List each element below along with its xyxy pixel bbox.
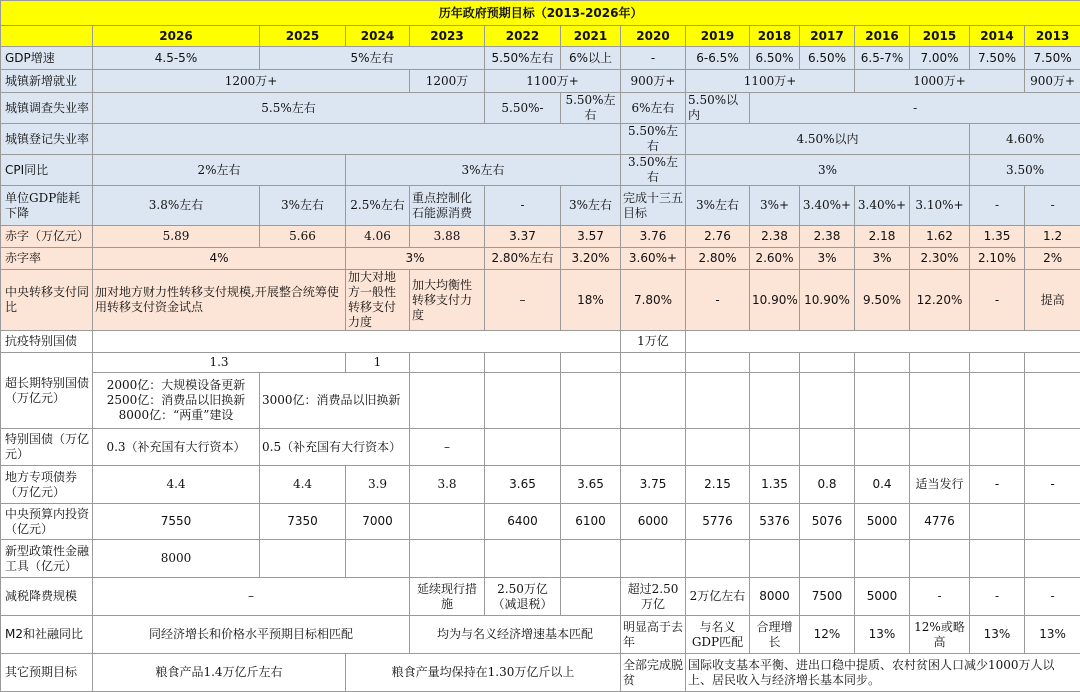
cell: 18% [561, 270, 621, 331]
cell: 3.40%+ [800, 186, 855, 226]
cell [910, 353, 970, 373]
cell: 5%左右 [260, 47, 485, 70]
cell: - [1025, 186, 1080, 226]
cell [686, 540, 750, 578]
cell [970, 504, 1025, 540]
cell: 7550 [93, 504, 260, 540]
cell: 1000万+ [855, 70, 1025, 93]
row-deficit-rate [1, 248, 1080, 270]
cell: 合理增长 [750, 616, 800, 654]
cell: 重点控制化石能源消费 [410, 186, 485, 226]
row-transfer [1, 270, 1080, 331]
cell: 3.8 [410, 466, 485, 504]
cell: 同经济增长和价格水平预期目标相匹配 [93, 616, 410, 654]
cell [800, 429, 855, 466]
cell: 1100万+ [485, 70, 621, 93]
row-label: 单位GDP能耗下降 [1, 186, 93, 226]
cell: 3%左右 [260, 186, 346, 226]
cell: 1200万 [410, 70, 485, 93]
cell [93, 124, 621, 155]
cell: 3.60%+ [621, 248, 686, 270]
year-header: 2013 [1025, 26, 1080, 47]
cell [410, 540, 485, 578]
cell [970, 540, 1025, 578]
row-covid-bond [1, 331, 1080, 353]
row-deficit [1, 226, 1080, 248]
cell: 7.80% [621, 270, 686, 331]
cell: 2.38 [750, 226, 800, 248]
row-label: 新型政策性金融工具（亿元） [1, 540, 93, 578]
cell: 12.20% [910, 270, 970, 331]
cell: 2.18 [855, 226, 910, 248]
year-header: 2015 [910, 26, 970, 47]
cell [686, 353, 750, 373]
cell: 2.38 [800, 226, 855, 248]
cell: - [686, 270, 750, 331]
cell: - [970, 186, 1025, 226]
cell: 2.76 [686, 226, 750, 248]
cell [750, 373, 800, 429]
cell: - [750, 93, 1080, 124]
cell: - [970, 270, 1025, 331]
cell [485, 353, 561, 373]
cell: 7.50% [1025, 47, 1080, 70]
row-energy [1, 186, 1080, 226]
row-label: 赤字（万亿元） [1, 226, 93, 248]
cell [621, 429, 686, 466]
cell [621, 373, 686, 429]
cell [346, 540, 410, 578]
cell: 13% [970, 616, 1025, 654]
cell: 超过2.50万亿 [621, 578, 686, 616]
cell: 6400 [485, 504, 561, 540]
cell: 延续现行措施 [410, 578, 485, 616]
cell: - [1025, 466, 1080, 504]
cell: 3.75 [621, 466, 686, 504]
cell: 3% [686, 155, 970, 186]
cell: 900万+ [621, 70, 686, 93]
row-employment [1, 70, 1080, 93]
cell: 12%或略高 [910, 616, 970, 654]
row-ultra-long-total [1, 353, 1080, 373]
cell: - [910, 578, 970, 616]
cell: 3.65 [485, 466, 561, 504]
row-central-investment [1, 504, 1080, 540]
cell: 8000 [93, 540, 260, 578]
cell [970, 353, 1025, 373]
cell: 3% [346, 248, 485, 270]
row-survey-unemployment [1, 93, 1080, 124]
cell [410, 353, 485, 373]
cell [93, 331, 621, 353]
cell: 2% [1025, 248, 1080, 270]
cell: 5.5%左右 [93, 93, 485, 124]
cell: 5376 [750, 504, 800, 540]
row-gdp [1, 47, 1080, 70]
cell: 0.4 [855, 466, 910, 504]
cell: – [93, 578, 410, 616]
cell: 1100万+ [686, 70, 855, 93]
cell [970, 429, 1025, 466]
row-label: CPI同比 [1, 155, 93, 186]
row-other-targets [1, 654, 1080, 692]
cell: 提高 [1025, 270, 1080, 331]
cell: 国际收支基本平衡、进出口稳中提质、农村贫困人口减少1000万人以上、居民收入与经济增长基本同步。 [686, 654, 1080, 692]
cell: 1.2 [1025, 226, 1080, 248]
cell: 6-6.5% [686, 47, 750, 70]
table-title: 历年政府预期目标（2013-2026年） [1, 1, 1080, 26]
cell: 2.30% [910, 248, 970, 270]
cell [485, 540, 561, 578]
cell: 2.50万亿（减退税） [485, 578, 561, 616]
cell [1025, 504, 1080, 540]
cell: 0.3（补充国有大行资本） [93, 429, 260, 466]
cell: 4776 [910, 504, 970, 540]
year-header: 2023 [410, 26, 485, 47]
cell: 12% [800, 616, 855, 654]
cell: 1.35 [970, 226, 1025, 248]
cell: 5000 [855, 578, 910, 616]
cell: 0.5（补充国有大行资本） [260, 429, 410, 466]
row-label: 超长期特别国债（万亿元） [1, 353, 93, 429]
year-header: 2016 [855, 26, 910, 47]
cell: 6000 [621, 504, 686, 540]
cell: 2%左右 [93, 155, 346, 186]
year-header: 2020 [621, 26, 686, 47]
year-header: 2019 [686, 26, 750, 47]
cell: 5.50%以内 [686, 93, 750, 124]
cell: 3.9 [346, 466, 410, 504]
cell: 0.8 [800, 466, 855, 504]
cell: 6%左右 [621, 93, 686, 124]
cell [750, 353, 800, 373]
row-special-bond [1, 429, 1080, 466]
cell [561, 373, 621, 429]
cell [1025, 353, 1080, 373]
row-label: 赤字率 [1, 248, 93, 270]
cell: 2.80% [686, 248, 750, 270]
cell: 7500 [800, 578, 855, 616]
cell: 9.50% [855, 270, 910, 331]
cell [910, 540, 970, 578]
cell [750, 540, 800, 578]
cell: 5776 [686, 504, 750, 540]
row-registered-unemployment [1, 124, 1080, 155]
year-header: 2017 [800, 26, 855, 47]
year-header: 2022 [485, 26, 561, 47]
row-ultra-long-detail [1, 373, 1080, 429]
cell: 6.5-7% [855, 47, 910, 70]
cell: 900万+ [1025, 70, 1080, 93]
row-label: GDP增速 [1, 47, 93, 70]
cell: 4.06 [346, 226, 410, 248]
cell: 1 [346, 353, 410, 373]
row-label: 中央预算内投资（亿元） [1, 504, 93, 540]
cell: - [1025, 578, 1080, 616]
cell: 2万亿左右 [686, 578, 750, 616]
cell [855, 353, 910, 373]
cell: 2.5%左右 [346, 186, 410, 226]
row-label: 特别国债（万亿元） [1, 429, 93, 466]
cell [1025, 540, 1080, 578]
cell: 5.50%左右 [485, 47, 561, 70]
cell [621, 353, 686, 373]
cell [750, 429, 800, 466]
cell: 适当发行 [910, 466, 970, 504]
cell: - [970, 466, 1025, 504]
row-label: 城镇新增就业 [1, 70, 93, 93]
cell [410, 504, 485, 540]
cell: 1.35 [750, 466, 800, 504]
row-label: 地方专项债券（万亿元） [1, 466, 93, 504]
cell [561, 429, 621, 466]
cell [1025, 373, 1080, 429]
cell: 3.57 [561, 226, 621, 248]
cell: 4% [93, 248, 346, 270]
row-label: 中央转移支付同比 [1, 270, 93, 331]
cell: 6.50% [800, 47, 855, 70]
cell: 5.66 [260, 226, 346, 248]
row-label: 抗疫特别国债 [1, 331, 93, 353]
cell: – [410, 429, 485, 466]
row-label: 其它预期目标 [1, 654, 93, 692]
cell: 完成十三五目标 [621, 186, 686, 226]
cell: 2.80%左右 [485, 248, 561, 270]
cell: 3%左右 [561, 186, 621, 226]
cell: 全部完成脱贫 [621, 654, 686, 692]
cell: 加大对地方一般性转移支付力度 [346, 270, 410, 331]
cell: 6%以上 [561, 47, 621, 70]
cell: 5.89 [93, 226, 260, 248]
cell: 1万亿 [621, 331, 686, 353]
cell: 2.15 [686, 466, 750, 504]
year-header: 2021 [561, 26, 621, 47]
cell: - [970, 578, 1025, 616]
row-label: 减税降费规模 [1, 578, 93, 616]
cell: 3% [800, 248, 855, 270]
cell [910, 429, 970, 466]
cell: 6.50% [750, 47, 800, 70]
cell: 5.50%- [485, 93, 561, 124]
cell: 1200万+ [93, 70, 410, 93]
cell: 3.40%+ [855, 186, 910, 226]
year-header: 2026 [93, 26, 260, 47]
cell [686, 373, 750, 429]
cell: 2.10% [970, 248, 1025, 270]
cell: 3.10%+ [910, 186, 970, 226]
cell [485, 429, 561, 466]
year-header: 2024 [346, 26, 410, 47]
row-label: M2和社融同比 [1, 616, 93, 654]
cell [855, 540, 910, 578]
cell: 明显高于去年 [621, 616, 686, 654]
cell: 7.00% [910, 47, 970, 70]
year-header: 2014 [970, 26, 1025, 47]
cell: 5.50%左右 [561, 93, 621, 124]
cell: 3%+ [750, 186, 800, 226]
cell: 1.62 [910, 226, 970, 248]
cell: 4.60% [970, 124, 1080, 155]
cell [410, 373, 485, 429]
year-header: 2018 [750, 26, 800, 47]
row-m2 [1, 616, 1080, 654]
cell: 粮食产品1.4万亿斤左右 [93, 654, 346, 692]
cell: 13% [855, 616, 910, 654]
cell: 8000 [750, 578, 800, 616]
cell: 3.50% [970, 155, 1080, 186]
cell: - [621, 47, 686, 70]
corner-cell [1, 26, 93, 47]
cell: 3% [855, 248, 910, 270]
cell: 与名义GDP匹配 [686, 616, 750, 654]
cell: 7000 [346, 504, 410, 540]
cell [561, 353, 621, 373]
cell: 6100 [561, 504, 621, 540]
cell: 3.88 [410, 226, 485, 248]
cell: 13% [1025, 616, 1080, 654]
cell: 3.8%左右 [93, 186, 260, 226]
cell [910, 373, 970, 429]
cell [800, 540, 855, 578]
cell: 2.60% [750, 248, 800, 270]
cell: 10.90% [750, 270, 800, 331]
cell: 3%左右 [686, 186, 750, 226]
cell: 2000亿：大规模设备更新 2500亿：消费品以旧换新 8000亿：“两重”建设 [93, 373, 260, 429]
cell: 7350 [260, 504, 346, 540]
cell [561, 540, 621, 578]
cell: 4.4 [260, 466, 346, 504]
cell [260, 540, 346, 578]
cell: 5076 [800, 504, 855, 540]
cell: 5.50%左右 [621, 124, 686, 155]
cell: 3%左右 [346, 155, 621, 186]
cell: 3.37 [485, 226, 561, 248]
cell: 粮食产量均保持在1.30万亿斤以上 [346, 654, 621, 692]
cell: 7.50% [970, 47, 1025, 70]
cell [621, 540, 686, 578]
cell [686, 429, 750, 466]
cell [686, 331, 1080, 353]
cell [800, 373, 855, 429]
cell: 10.90% [800, 270, 855, 331]
cell: 5000 [855, 504, 910, 540]
row-tax-cut [1, 578, 1080, 616]
cell [485, 373, 561, 429]
cell: - [485, 186, 561, 226]
cell [800, 353, 855, 373]
row-cpi [1, 155, 1080, 186]
cell: 3.76 [621, 226, 686, 248]
cell: 3.20% [561, 248, 621, 270]
row-label: 城镇登记失业率 [1, 124, 93, 155]
cell: 4.5-5% [93, 47, 260, 70]
cell: 加对地方财力性转移支付规模,开展整合统筹使用转移支付资金试点 [93, 270, 346, 331]
year-header: 2025 [260, 26, 346, 47]
row-label: 城镇调查失业率 [1, 93, 93, 124]
cell: 3000亿：消费品以旧换新 [260, 373, 410, 429]
cell [970, 373, 1025, 429]
cell: 3.65 [561, 466, 621, 504]
cell [855, 373, 910, 429]
row-local-bond [1, 466, 1080, 504]
cell: 3.50%左右 [621, 155, 686, 186]
cell: 1.3 [93, 353, 346, 373]
cell: – [485, 270, 561, 331]
cell [855, 429, 910, 466]
cell: 4.4 [93, 466, 260, 504]
cell: 均为与名义经济增速基本匹配 [410, 616, 621, 654]
cell: 4.50%以内 [686, 124, 970, 155]
row-new-financial-tools [1, 540, 1080, 578]
cell: 加大均衡性转移支付力度 [410, 270, 485, 331]
cell [561, 578, 621, 616]
cell [1025, 429, 1080, 466]
